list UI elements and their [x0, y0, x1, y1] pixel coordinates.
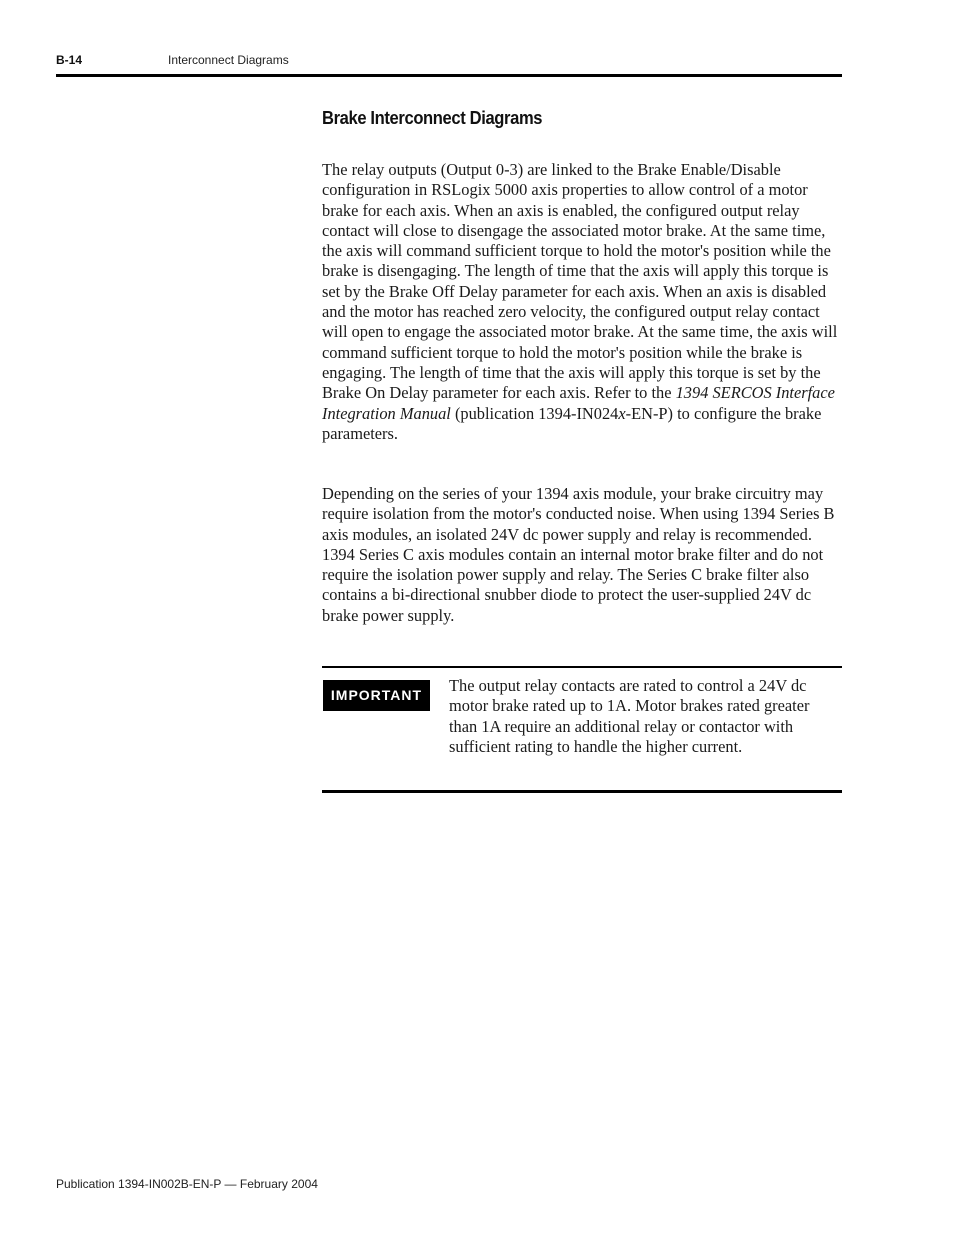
chapter-title: Interconnect Diagrams	[168, 53, 289, 67]
section-heading: Brake Interconnect Diagrams	[322, 108, 543, 128]
page-footer: Publication 1394-IN002B-EN-P — February 2004	[56, 1177, 318, 1191]
manual-title: 1394 SERCOS Interface Integration Manual	[322, 383, 835, 423]
note-top-divider	[322, 666, 842, 668]
important-note-text: The output relay contacts are rated to control a 24V dc motor brake rated up to 1A. Motor brakes rated greater than 1A require an additional relay or contactor with sufficient rating to handle the higher current.	[449, 676, 810, 756]
paragraph-text-part: The relay outputs (Output 0-3) are linked to the Brake Enable/Disable configuration in RSLogix 5000 axis properties to allow control of a motor brake for each axis. When an axis is enabled, the configured output relay contact will close to disengage the associated motor brake. At the same time, the axis will command sufficient torque to hold the motor's position while the brake is disengaging. The length of time that the axis will apply this torque is set by the Brake Off Delay parameter for each axis. When an axis is disabled and the motor has reached zero velocity, the configured output relay contact will open to engage the associated motor brake. At the same time, the axis will command sufficient torque to hold the motor's position while the brake is engaging. The length of time that the axis will apply this torque is set by the Brake On Delay parameter for each axis. Refer to the	[322, 160, 838, 403]
publication-variant: x	[618, 403, 626, 423]
paragraph-text-part: (publication 1394-IN024	[450, 403, 619, 423]
header-divider	[56, 74, 842, 77]
page-number: B-14	[56, 53, 83, 67]
brake-relay-paragraph	[322, 160, 842, 444]
paragraph-text-part: -EN-P) to configure the brake parameters.	[322, 403, 822, 443]
brake-isolation-paragraph: Depending on the series of your 1394 axis module, your brake circuitry may require isolation from the motor's conducted noise. When using 1394 Series B axis modules, an isolated 24V dc power supply and relay is recommended. 1394 Series C axis modules contain an internal motor brake filter and do not require the isolation power supply and relay. The Series C brake filter also contains a bi-directional snubber diode to protect the user-supplied 24V dc brake power supply.	[322, 484, 835, 625]
note-bottom-divider	[322, 790, 842, 793]
important-badge: IMPORTANT	[323, 680, 430, 711]
